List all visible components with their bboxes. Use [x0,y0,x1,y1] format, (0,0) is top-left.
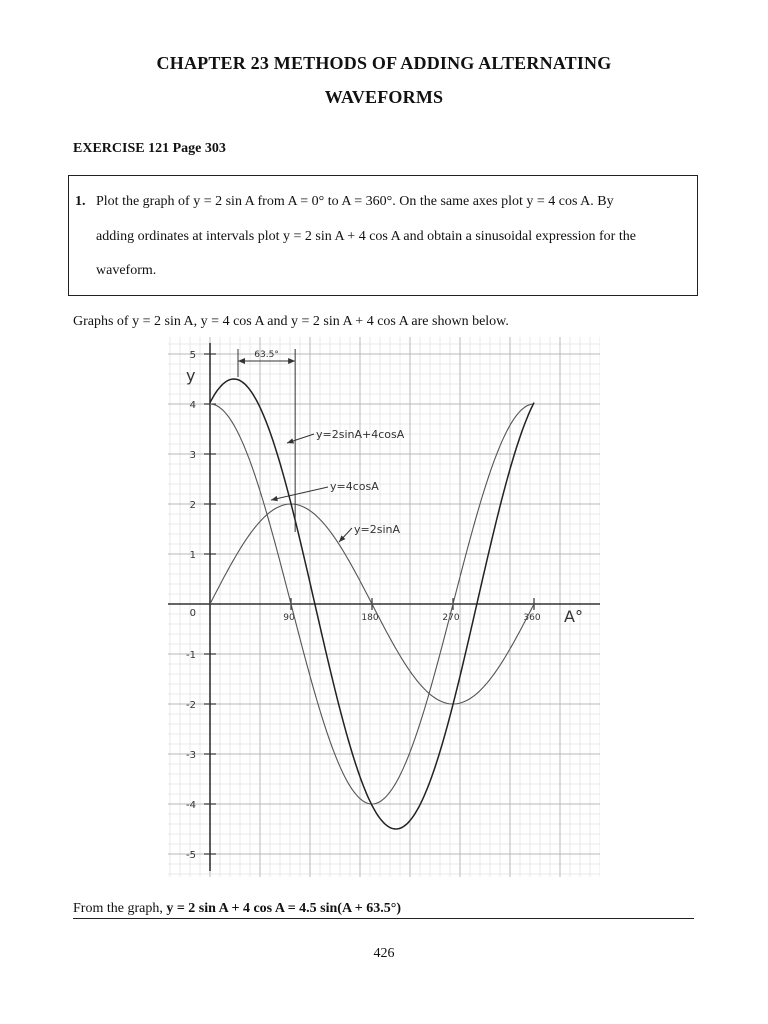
phase-arrowhead-left [238,358,245,364]
question-number: 1. [75,194,86,209]
question-box [68,175,698,296]
y-tick-label: 0 [189,608,196,619]
x-tick-label: 270 [442,613,460,623]
y-tick-label: 1 [189,550,196,561]
exercise-heading: EXERCISE 121 Page 303 [73,141,226,156]
y-tick-label: 4 [189,400,196,411]
result-prefix: From the graph, [73,901,167,916]
page-number: 426 [373,946,395,961]
y-tick-label: -4 [186,800,196,811]
labels [186,349,583,626]
y-tick-label: -1 [186,650,196,661]
phase-annotation-label: 63.5° [254,350,279,360]
phase-arrowhead-right [288,358,295,364]
x-tick-label: 180 [361,613,379,623]
y-tick-label: 5 [189,350,196,361]
y-tick-label: 3 [189,450,196,461]
result-line [73,901,694,919]
y-tick-label: -3 [186,750,196,761]
series-arrowhead [287,438,294,443]
waveform-graph [168,337,600,877]
series-label: y=4cosA [330,480,379,493]
y-tick-label: -5 [186,850,196,861]
grid-minor [168,337,600,877]
series-leader-line [271,487,328,500]
question-line-1: Plot the graph of y = 2 sin A from A = 0° to A = 360°. On the same axes plot y = 4 cos A. By [96,194,614,209]
series-label: y=2sinA [354,523,401,536]
graph-intro-text: Graphs of y = 2 sin A, y = 4 cos A and y = 2 sin A + 4 cos A are shown below. [73,314,509,329]
series-label: y=2sinA+4cosA [316,428,405,441]
result-equation: y = 2 sin A + 4 cos A = 4.5 sin(A + 63.5°) [166,901,402,916]
y-tick-label: 2 [189,500,196,511]
x-axis-label: A° [564,607,583,626]
x-tick-label: 90 [283,613,295,623]
question-line-2: adding ordinates at intervals plot y = 2 sin A + 4 cos A and obtain a sinusoidal expression for the [96,229,636,244]
y-axis-label: y [186,366,196,385]
chapter-title-line2: WAVEFORMS [324,87,444,107]
chapter-title-line1: CHAPTER 23 METHODS OF ADDING ALTERNATING [156,53,612,73]
series-arrowhead [271,496,278,501]
grid-major [168,337,600,877]
x-tick-label: 360 [523,613,541,623]
y-tick-label: -2 [186,700,196,711]
question-line-3: waveform. [96,263,157,278]
